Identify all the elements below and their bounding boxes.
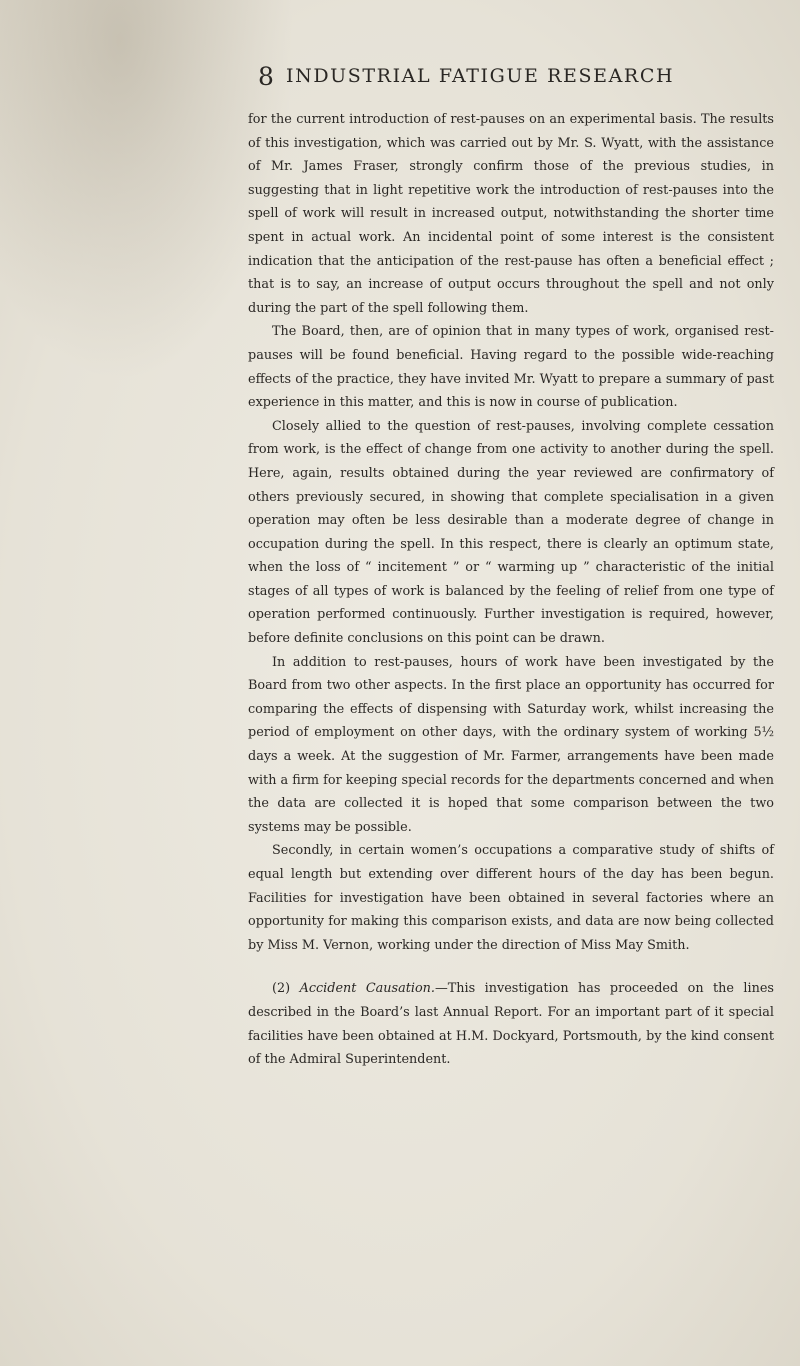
running-head: INDUSTRIAL FATIGUE RESEARCH: [286, 65, 675, 87]
section-paragraph: [248, 977, 774, 1071]
section-title: Accident Causation.: [299, 981, 435, 997]
section-text: —This investigation has proceeded on the lines described in the Board’s last Annual Report. For an important part of it special facilities have been obtained at H.M. Dockyard, Portsmouth, by the kind consent of the Admiral Superintendent.: [248, 981, 774, 1068]
paragraph: Closely allied to the question of rest-pauses, involving complete cessation from work, is the effect of change from one activity to another during the spell. Here, again, results obtained during the year reviewed are confirmatory of others previously secured, in showing that complete specialisation in a given operation may often be less desirable than a moderate degree of change in occupation during the spell. In this respect, there is clearly an optimum state, when the loss of “ incitement ” or “ warming up ” characteristic of the initial stages of all types of work is balanced by the feeling of relief from one type of operation performed continuously. Further investigation is required, however, before definite conclusions on this point can be drawn.: [248, 418, 774, 647]
paragraph: In addition to rest-pauses, hours of work have been investigated by the Board from two other aspects. In the first place an opportunity has occurred for comparing the effects of dispensing with Saturday work, whilst increasing the period of employment on other days, with the ordinary system of working 5½ days a week. At the suggestion of Mr. Farmer, arrangements have been made with a firm for keeping special records for the departments concerned and when the data are collected it is hoped that some comparison between the two systems may be possible.: [248, 654, 774, 835]
body-text: [248, 108, 774, 1072]
paragraph: The Board, then, are of opinion that in many types of work, organised rest-pauses will be found beneficial. Having regard to the possible wide-reaching effects of the practice, they have invited Mr. Wyatt to prepare a summary of past experience in this matter, and this is now in course of publication.: [248, 324, 774, 411]
paragraph: for the current introduction of rest-pauses on an experimental basis. The results of this investigation, which was carried out by Mr. S. Wyatt, with the assistance of Mr. James Fraser, strongly confirm those of the previous studies, in suggesting that in light repetitive work the introduction of rest-pauses into the spell of work will result in increased output, notwithstanding the shorter time spent in actual work. An incidental point of some interest is the consistent indication that the anticipation of the rest-pause has often a beneficial effect ; that is to say, an increase of output occurs throughout the spell and not only during the part of the spell following them.: [248, 112, 774, 316]
page-header: [258, 62, 778, 91]
section-number: (2): [272, 981, 291, 997]
paragraph: Secondly, in certain women’s occupations a comparative study of shifts of equal length but extending over different hours of the day has been begun. Facilities for investigation have been obtained in several factories where an opportunity for making this comparison exists, and data are now being collected by Miss M. Vernon, working under the direction of Miss May Smith.: [248, 843, 774, 953]
page-number: 8: [258, 62, 275, 91]
